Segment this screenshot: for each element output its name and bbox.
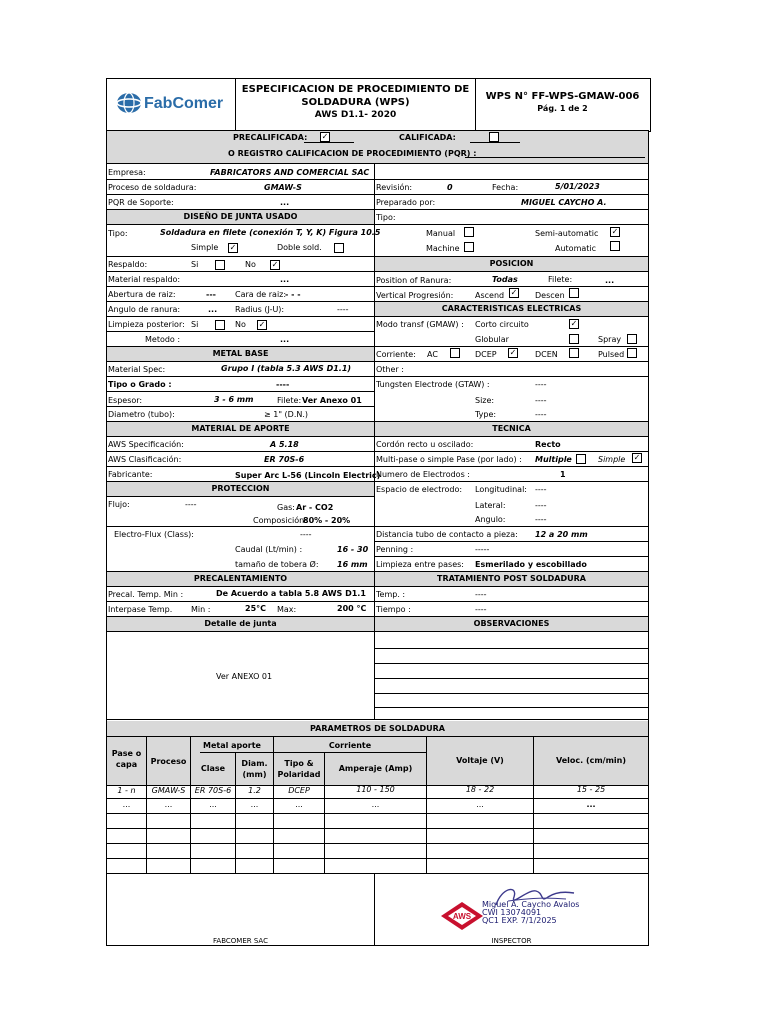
metodo-value: ... [280,335,290,344]
metodo-label: Metodo : [145,335,181,344]
distancia-value: 12 a 20 mm [535,530,588,539]
composicion-label: Composición: [253,516,307,525]
cordon-label: Cordón recto u oscilado: [376,440,474,449]
row2-proceso: ... [164,800,173,809]
limpieza-pases-value: Esmerilado y escobillado [475,560,587,569]
post-soldadura-header: TRATAMIENTO POST SOLDADURA [436,574,586,583]
espesor-value: 3 - 6 mm [214,395,254,404]
tiempo-label: Tiempo : [376,605,411,614]
abertura-label: Abertura de raiz: [108,290,176,299]
col-tipo-polaridad: Tipo & Polaridad [277,759,321,779]
precalificada-label: PRECALIFICADA: [233,133,308,142]
aws-clas-value: ER 70S-6 [264,455,305,464]
automatic-label: Automatic [555,244,597,253]
row2-voltaje: ... [476,800,484,809]
fabcomer-logo-icon [116,92,142,114]
electro-flux-value: ---- [300,530,312,539]
type-value: ---- [535,410,547,419]
size-value: ---- [535,396,547,405]
footer-inspector: INSPECTOR [491,937,532,945]
simple-checkbox[interactable]: ✓ [229,243,237,252]
footer-company: FABCOMER SAC [213,937,268,945]
temp-label: Temp. : [376,590,406,599]
tobera-label: tamaño de tobera Ø: [235,560,319,569]
cara-raiz-label: Cara de raiz: [235,290,287,299]
stamp-exp: QC1 EXP. 7/1/2025 [482,916,557,925]
revision-label: Revisión: [376,183,413,192]
globular-checkbox[interactable] [569,334,579,344]
pqr-label: O REGISTRO CALIFICACION DE PROCEDIMIENTO (PQR) : [228,149,477,158]
logo-text: FabComer [144,95,224,112]
composicion-value: 80% - 20% [303,516,351,525]
tipo-value: Soldadura en filete (conexión T, Y, K) Figura 10.5 [160,228,381,237]
diametro-label: Diametro (tubo): [108,410,175,419]
lateral-label: Lateral: [475,501,506,510]
dcep-checkbox[interactable]: ✓ [509,348,517,357]
respaldo-si-label: Si [191,260,199,269]
posicion-header: POSICION [489,259,534,268]
row1-diam: 1.2 [248,786,261,795]
aws-seal-text: AWS [452,912,472,921]
wps-number: WPS N° FF-WPS-GMAW-006 [485,91,640,102]
temp-value: ---- [475,590,487,599]
tungsten-label: Tungsten Electrode (GTAW) : [376,380,490,389]
row2-amperaje: ... [371,800,380,809]
observaciones-header: OBSERVACIONES [473,619,550,628]
position-filete-value: ... [605,276,615,285]
row2-diam: ... [250,800,259,809]
row1-tipo: DCEP [288,786,310,795]
descen-checkbox[interactable] [569,288,579,298]
row2-pase: ... [122,800,131,809]
revision-value: 0 [447,183,453,192]
proteccion-header: PROTECCION [211,484,270,493]
corto-circuito-checkbox[interactable]: ✓ [570,319,578,328]
col-proceso: Proceso [150,757,187,766]
semi-automatic-label: Semi-automatic [535,229,599,238]
flujo-label: Flujo: [108,500,130,509]
col-pase: Pase o capa [111,749,142,769]
aws-spec-label: AWS Specificación: [108,440,184,449]
angulo-label: Angulo: [475,515,506,524]
multipase-label: Multi-pase o simple Pase (por lado) : [376,455,522,464]
grado-label: Tipo o Grado : [108,380,172,389]
aws-spec-value: A 5.18 [270,440,299,449]
diametro-value: ≥ 1" (D.N.) [264,410,309,419]
respaldo-si-checkbox[interactable] [215,260,225,270]
row2-clase: ... [209,800,217,809]
material-aporte-header: MATERIAL DE APORTE [191,424,290,433]
ac-checkbox[interactable] [450,348,460,358]
penning-label: Penning : [376,545,414,554]
radius-label: Radius (J-U): [235,305,285,314]
cara-raiz-value: - - - [285,290,301,299]
globular-label: Globular [475,335,509,344]
doc-title-2: SOLDADURA (WPS) [301,97,410,108]
penning-value: ----- [475,545,490,554]
cordon-value: Recto [535,440,561,449]
semi-automatic-checkbox[interactable]: ✓ [611,227,619,236]
max-value: 200 °C [337,604,367,613]
aws-seal-icon [440,901,484,931]
spray-label: Spray [598,335,622,344]
row1-clase: ER 70S-6 [194,786,232,795]
fabricante-label: Fabricante: [108,470,153,479]
row1-amperaje: 110 - 150 [356,785,395,794]
row2-veloc: ... [586,800,596,809]
proceso-value: GMAW-S [264,183,302,192]
filete-value: Ver Anexo 01 [302,396,362,405]
limpieza-posterior-label: Limpieza posterior: [108,320,185,329]
row2-tipo: ... [295,800,303,809]
pqr-soporte-value: ... [280,198,290,207]
multiple-label: Multiple [535,455,572,464]
page-number: Pág. 1 de 2 [537,104,588,113]
fecha-label: Fecha: [492,183,519,192]
limpieza-no-checkbox[interactable]: ✓ [258,320,266,329]
longitudinal-label: Longitudinal: [475,485,527,494]
tobera-value: 16 mm [337,560,368,569]
electricas-header: CARACTERISTICAS ELECTRICAS [441,304,582,313]
num-electrodos-label: Numero de Electrodos : [376,470,470,479]
material-spec-value: Grupo I (tabla 5.3 AWS D1.1) [221,364,352,373]
gas-label: Gas: [277,503,295,512]
descen-label: Descen [535,291,565,300]
position-ranura-value: Todas [492,275,518,284]
tiempo-value: ---- [475,605,487,614]
precal-temp-value: De Acuerdo a tabla 5.8 AWS D1.1 [216,589,366,598]
espesor-label: Espesor: [108,396,143,405]
modo-transf-label: Modo transf (GMAW) : [376,320,464,329]
simple-pase-label: Simple [598,455,626,464]
params-title: PARAMETROS DE SOLDADURA [310,724,445,733]
num-electrodos-value: 1 [560,470,566,479]
simple-pase-checkbox[interactable]: ✓ [633,453,641,462]
col-metal-aporte: Metal aporte [203,741,261,750]
electro-flux-label: Electro-Flux (Class): [114,530,194,539]
ascend-checkbox[interactable]: ✓ [510,288,518,297]
machine-checkbox[interactable] [464,242,474,252]
type-label: Type: [475,410,497,419]
limpieza-pases-label: Limpieza entre pases: [376,560,464,569]
tungsten-value: ---- [535,380,547,389]
col-amperaje: Amperaje (Amp) [338,764,413,773]
interpase-label: Interpase Temp. [108,605,173,614]
manual-label: Manual [426,229,456,238]
precal-temp-label: Precal. Temp. Min : [108,590,184,599]
vertical-label: Vertical Progresión: [376,291,454,300]
gas-value: Ar - CO2 [296,503,334,512]
manual-checkbox[interactable] [464,227,474,237]
fecha-value: 5/01/2023 [555,182,600,191]
max-label: Max: [277,605,297,614]
diseno-junta-header: DISEÑO DE JUNTA USADO [183,212,298,221]
col-veloc: Veloc. (cm/min) [555,756,627,765]
preparado-value: MIGUEL CAYCHO A. [521,198,607,207]
ac-label: AC [427,350,438,359]
material-respaldo-value: ... [280,275,290,284]
row1-veloc: 15 - 25 [576,785,606,794]
espacio-electrodo-label: Espacio de electrodo: [376,485,463,494]
ascend-label: Ascend [475,291,505,300]
row1-pase: 1 - n [117,786,136,795]
detalle-junta-header: Detalle de junta [204,619,277,628]
automatic-checkbox[interactable] [610,241,620,251]
position-filete-label: Filete: [548,275,573,284]
doble-checkbox[interactable] [334,243,344,253]
stamp-name: Miguel A. Caycho Avalos [482,900,580,909]
preparado-label: Preparado por: [376,198,436,207]
fabricante-value: Super Arc L-56 (Lincoln Electric) [235,471,381,480]
empresa-label: Empresa: [108,168,146,177]
corriente-label: Corriente: [376,350,416,359]
proceso-label: Proceso de soldadura: [108,183,197,192]
limpieza-no-label: No [235,320,246,329]
caudal-value: 16 - 30 [337,545,369,554]
doc-title-1: ESPECIFICACION DE PROCEDIMIENTO DE [241,84,470,95]
empresa-value: FABRICATORS AND COMERCIAL SAC [210,168,370,177]
multiple-checkbox[interactable] [576,454,586,464]
anexo-note: Ver ANEXO 01 [216,672,273,681]
dcen-checkbox[interactable] [569,348,579,358]
angulo-ranura-label: Angulo de ranura: [108,305,181,314]
position-ranura-label: Position of Ranura: [376,276,452,285]
caudal-label: Caudal (Lt/min) : [235,545,303,554]
tecnica-header: TECNICA [492,424,531,433]
material-respaldo-label: Material respaldo: [108,275,181,284]
col-voltaje: Voltaje (V) [456,756,504,765]
respaldo-no-checkbox[interactable]: ✓ [271,260,279,269]
corto-circuito-label: Corto circuito [475,320,529,329]
min-value: 25°C [245,604,267,613]
simple-label: Simple [191,243,219,252]
filete-label: Filete: [277,396,302,405]
doc-title-3: AWS D1.1- 2020 [314,110,397,120]
abertura-value: --- [206,290,216,299]
col-corriente: Corriente [328,741,372,750]
respaldo-no-label: No [245,260,256,269]
dcep-label: DCEP [475,350,497,359]
tipo-label: Tipo: [108,229,128,238]
stamp-cwi: CWI 13074091 [482,908,542,917]
aws-clas-label: AWS Clasificación: [108,455,182,464]
calificada-checkbox[interactable] [489,132,499,142]
spray-checkbox[interactable] [627,334,637,344]
pulsed-label: Pulsed [598,350,625,359]
logo [116,92,232,116]
pulsed-checkbox[interactable] [627,348,637,358]
respaldo-label: Respaldo: [108,260,148,269]
row1-proceso: GMAW-S [151,786,186,795]
other-label: Other : [376,365,404,374]
longitudinal-value: ---- [535,485,547,494]
col-clase: Clase [200,764,226,773]
angulo-value: ---- [535,515,547,524]
doble-label: Doble sold. [277,243,322,252]
machine-label: Machine [426,244,460,253]
limpieza-si-checkbox[interactable] [215,320,225,330]
dcen-label: DCEN [535,350,558,359]
angulo-ranura-value: ... [208,305,218,314]
flujo-value: ---- [185,500,197,509]
calificada-label: CALIFICADA: [399,133,456,142]
size-label: Size: [475,396,495,405]
grado-value: ---- [276,380,290,389]
material-spec-label: Material Spec: [108,365,166,374]
lateral-value: ---- [535,501,547,510]
precalentamiento-header: PRECALENTAMIENTO [193,574,288,583]
min-label: Min : [191,605,211,614]
row1-voltaje: 18 - 22 [465,785,495,794]
radius-value: ---- [337,305,349,314]
pqr-soporte-label: PQR de Soporte: [108,198,174,207]
metal-base-header: METAL BASE [212,349,269,358]
tipo-right-label: Tipo: [376,213,396,222]
distancia-label: Distancia tubo de contacto a pieza: [376,530,518,539]
inspector-stamp [440,883,590,935]
limpieza-si-label: Si [191,320,199,329]
precalificada-checkbox[interactable]: ✓ [321,132,329,141]
col-diam: Diam. (mm) [241,759,268,779]
